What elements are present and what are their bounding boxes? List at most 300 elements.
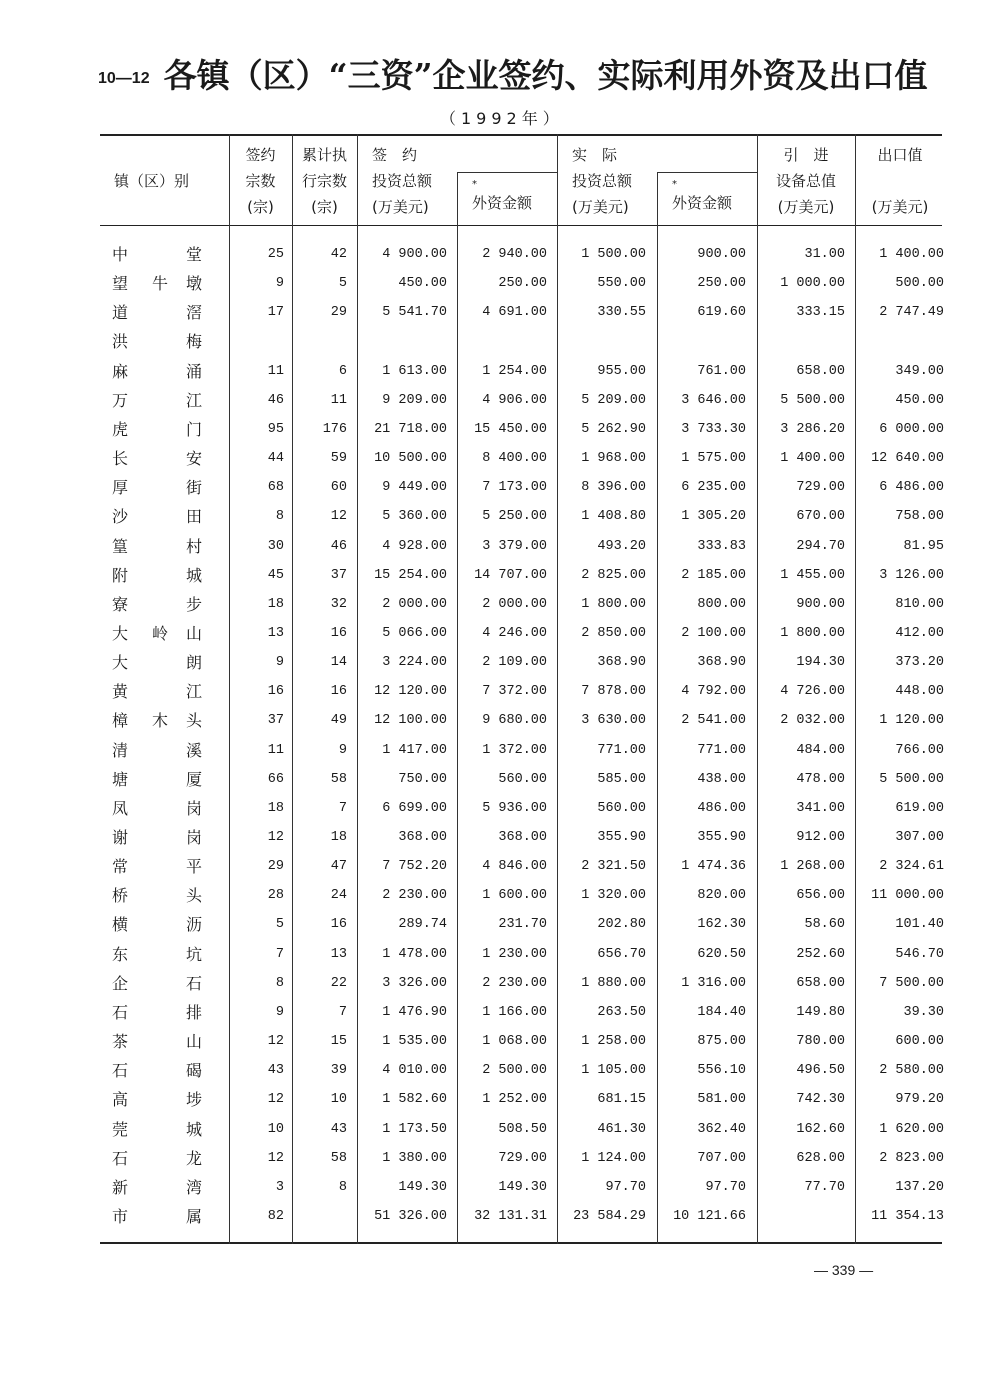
header-line: 外资金额 [672,194,733,212]
table-cell: 66 [267,772,284,787]
table-cell: 2 032.00 [780,713,845,728]
table-cell: 1 268.00 [780,859,845,874]
table-cell: 900.00 [697,247,746,262]
table-cell: 202.80 [597,917,646,932]
table-cell: 1 372.00 [482,743,547,758]
table-cell: 3 379.00 [482,539,547,554]
table-cell: 4 900.00 [382,247,447,262]
table-cell: 6 235.00 [681,480,746,495]
table-cell: 12 [267,830,284,845]
table-cell: 658.00 [796,976,845,991]
district-name-char: 附 [112,566,129,585]
table-cell: 3 126.00 [879,568,944,583]
table-cell: 2 747.49 [879,305,944,320]
table-cell: 681.15 [597,1092,646,1107]
table-cell: 11 [267,743,284,758]
table-cell: 82 [267,1209,284,1224]
district-name-char: 企 [112,974,129,993]
table-cell: 59 [330,451,347,466]
table-cell: 149.30 [398,1180,447,1195]
table-cell: 461.30 [597,1122,646,1137]
district-name-char: 高 [112,1090,129,1109]
table-cell [337,331,447,353]
header-district: 镇（区）别 [114,172,190,190]
table-cell: 5 [275,917,284,932]
table-cell: 1 408.80 [581,509,646,524]
district-name-char: 望 [112,274,129,293]
table-cell: 16 [330,917,347,932]
table-cell: 60 [330,480,347,495]
district-name-char: 江 [186,391,203,410]
district-name-char: 龙 [186,1149,203,1168]
table-cell: 1 800.00 [780,626,845,641]
table-cell: 2 230.00 [382,888,447,903]
table-cell: 3 646.00 [681,393,746,408]
table-cell: 46 [330,539,347,554]
table-cell: 771.00 [697,743,746,758]
table-cell: 5 360.00 [382,509,447,524]
district-name-char: 牛 [152,274,169,293]
table-cell: 550.00 [597,276,646,291]
district-name-char: 石 [186,974,203,993]
district-name-char: 寮 [112,595,129,614]
table-cell: 2 109.00 [482,655,547,670]
district-name-char: 岗 [186,799,203,818]
table-cell: 12 [267,1092,284,1107]
header-line: (万美元) [777,198,835,216]
table-cell: 333.15 [796,305,845,320]
table-cell: 1 968.00 [581,451,646,466]
district-name-char: 横 [112,915,129,934]
table-cell: 15 [330,1034,347,1049]
district-name-char: 石 [112,1061,129,1080]
table-cell: 1 600.00 [482,888,547,903]
table-cell: 250.00 [697,276,746,291]
table-cell: 333.83 [697,539,746,554]
table-cell: 4 846.00 [482,859,547,874]
table-cell: 1 068.00 [482,1034,547,1049]
table-cell: 585.00 [597,772,646,787]
district-name-char: 万 [112,391,129,410]
table-cell: 7 [338,1005,347,1020]
table-cell [834,331,944,353]
page-number: — 339 — [814,1262,874,1278]
table-cell: 28 [267,888,284,903]
district-name-char: 平 [186,857,203,876]
table-cell: 39.30 [903,1005,944,1020]
table-cell: 362.40 [697,1122,746,1137]
district-name-char: 石 [112,1003,129,1022]
table-cell [735,1206,845,1228]
table-cell: 51 326.00 [374,1209,447,1224]
table-cell: 5 066.00 [382,626,447,641]
table-cell: 32 131.31 [474,1209,547,1224]
table-cell: 4 691.00 [482,305,547,320]
table-cell: 2 825.00 [581,568,646,583]
header-line: 外资金额 [472,194,533,212]
district-name-char: 岗 [186,828,203,847]
table-cell: 1 320.00 [581,888,646,903]
district-name-char: 排 [186,1003,203,1022]
header-line: (宗) [311,198,338,216]
table-cell: 1 800.00 [581,597,646,612]
table-cell: 800.00 [697,597,746,612]
top-rule [100,134,942,136]
table-cell: 37 [267,713,284,728]
table-cell: 11 354.13 [871,1209,944,1224]
table-cell: 68 [267,480,284,495]
table-cell: 39 [330,1063,347,1078]
table-cell: 9 [275,655,284,670]
district-name-char: 溪 [186,741,203,760]
table-cell: 729.00 [498,1151,547,1166]
district-name-char: 谢 [112,828,129,847]
table-cell: 349.00 [895,364,944,379]
table-cell: 101.40 [895,917,944,932]
header-line: 投资总额 [372,172,433,190]
table-cell: 12 [267,1151,284,1166]
table-cell: 58 [330,772,347,787]
table-cell: 2 000.00 [482,597,547,612]
district-name-char: 桥 [112,886,129,905]
table-cell: 12 [267,1034,284,1049]
table-cell: 780.00 [796,1034,845,1049]
table-cell: 1 476.90 [382,1005,447,1020]
table-cell: 658.00 [796,364,845,379]
table-cell: 43 [330,1122,347,1137]
table-cell: 1 500.00 [581,247,646,262]
header-line: 设备总值 [775,172,836,190]
header-line: (万美元) [572,198,629,216]
table-cell: 1 613.00 [382,364,447,379]
table-cell: 900.00 [796,597,845,612]
table-cell: 9 209.00 [382,393,447,408]
table-cell: 771.00 [597,743,646,758]
table-cell: 750.00 [398,772,447,787]
table-cell: 729.00 [796,480,845,495]
star-mark: * [672,179,677,190]
table-cell: 1 417.00 [382,743,447,758]
table-cell: 5 [338,276,347,291]
table-cell: 14 [330,655,347,670]
table-cell: 12 120.00 [374,684,447,699]
table-cell: 758.00 [895,509,944,524]
star-mark: * [472,179,477,190]
table-cell: 4 906.00 [482,393,547,408]
table-cell: 95 [267,422,284,437]
table-cell: 307.00 [895,830,944,845]
district-name-char: 中 [112,245,129,264]
table-cell: 6 000.00 [879,422,944,437]
table-cell: 656.70 [597,947,646,962]
header-actual-foreign [672,180,732,216]
table-cell: 4 928.00 [382,539,447,554]
header-spacer [855,168,945,194]
header-line: (万美元) [871,198,929,216]
header-line: 引 进 [783,146,829,164]
table-cell: 486.00 [697,801,746,816]
table-cell: 30 [267,539,284,554]
table-cell: 1 880.00 [581,976,646,991]
district-name-char: 篁 [112,537,129,556]
header-line: 出口值 [877,146,923,164]
district-name-char: 滘 [186,303,203,322]
table-cell: 294.70 [796,539,845,554]
table-cell [735,331,845,353]
table-cell: 628.00 [796,1151,845,1166]
table-cell: 1 230.00 [482,947,547,962]
table-cell: 18 [267,597,284,612]
table-cell: 77.70 [804,1180,845,1195]
table-cell: 1 620.00 [879,1122,944,1137]
table-cell: 707.00 [697,1151,746,1166]
table-cell: 10 500.00 [374,451,447,466]
district-name-char: 莞 [112,1120,129,1139]
table-cell: 162.30 [697,917,746,932]
table-cell: 368.90 [697,655,746,670]
header-signed-foreign [472,180,532,216]
table-cell: 252.60 [796,947,845,962]
district-name-char: 大 [112,624,129,643]
table-cell: 450.00 [895,393,944,408]
district-name-char: 步 [186,595,203,614]
table-cell: 97.70 [605,1180,646,1195]
table-cell: 448.00 [895,684,944,699]
district-name-char: 碣 [186,1061,203,1080]
table-cell: 12 100.00 [374,713,447,728]
table-cell: 29 [330,305,347,320]
table-cell: 412.00 [895,626,944,641]
district-name-char: 属 [186,1207,203,1226]
table-cell: 250.00 [498,276,547,291]
table-cell: 560.00 [498,772,547,787]
table-cell: 42 [330,247,347,262]
table-cell: 1 305.20 [681,509,746,524]
table-cell: 2 940.00 [482,247,547,262]
table-cell: 810.00 [895,597,944,612]
table-cell: 97.70 [705,1180,746,1195]
table-cell: 1 000.00 [780,276,845,291]
table-cell [636,331,746,353]
table-cell: 194.30 [796,655,845,670]
table-cell: 3 286.20 [780,422,845,437]
table-cell: 373.20 [895,655,944,670]
district-name-char: 新 [112,1178,129,1197]
table-cell: 546.70 [895,947,944,962]
table-cell [536,331,646,353]
table-cell: 7 500.00 [879,976,944,991]
district-name-char: 坑 [186,945,203,964]
table-cell: 8 400.00 [482,451,547,466]
district-name-char: 门 [186,420,203,439]
table-cell: 496.50 [796,1063,845,1078]
table-cell: 1 166.00 [482,1005,547,1020]
table-cell: 1 400.00 [879,247,944,262]
header-actual-group: 实 际 [572,146,618,164]
district-name-char: 村 [186,537,203,556]
header-actual-total [572,168,632,220]
table-cell: 32 [330,597,347,612]
district-name-char: 石 [112,1149,129,1168]
table-cell: 137.20 [895,1180,944,1195]
table-cell: 368.90 [597,655,646,670]
district-name-char: 茶 [112,1032,129,1051]
table-cell: 5 500.00 [780,393,845,408]
district-name-char: 城 [186,1120,203,1139]
table-cell: 21 718.00 [374,422,447,437]
table-cell: 979.20 [895,1092,944,1107]
district-name-char: 埗 [186,1090,203,1109]
district-name-char: 大 [112,653,129,672]
table-cell: 1 252.00 [482,1092,547,1107]
district-name-char: 山 [186,1032,203,1051]
table-cell: 355.90 [697,830,746,845]
table-cell: 2 321.50 [581,859,646,874]
district-name-char: 虎 [112,420,129,439]
table-cell: 11 000.00 [871,888,944,903]
district-name-char: 清 [112,741,129,760]
table-cell: 3 [275,1180,284,1195]
table-cell: 4 246.00 [482,626,547,641]
header-line: (万美元) [372,198,429,216]
table-cell: 1 316.00 [681,976,746,991]
table-cell: 16 [330,626,347,641]
table-cell: 8 396.00 [581,480,646,495]
district-name-char: 岭 [152,624,169,643]
district-name-char: 塘 [112,770,129,789]
table-cell: 5 250.00 [482,509,547,524]
table-cell: 875.00 [697,1034,746,1049]
table-cell [237,331,347,353]
table-cell: 14 707.00 [474,568,547,583]
table-cell: 7 372.00 [482,684,547,699]
table-number: 10—12 [98,70,150,87]
district-name-char: 城 [186,566,203,585]
table-cell: 619.60 [697,305,746,320]
table-cell: 5 936.00 [482,801,547,816]
table-cell: 742.30 [796,1092,845,1107]
table-cell: 7 [338,801,347,816]
header-signed-count [229,142,292,220]
district-name-char: 堂 [186,245,203,264]
table-cell: 231.70 [498,917,547,932]
table-cell: 15 450.00 [474,422,547,437]
table-title: 各镇（区）“三资”企业签约、实际利用外资及出口值 [163,56,928,95]
district-name-char: 安 [186,449,203,468]
district-name-char: 头 [186,886,203,905]
table-cell: 10 [267,1122,284,1137]
table-cell: 149.30 [498,1180,547,1195]
page-title [98,50,958,102]
table-cell: 2 324.61 [879,859,944,874]
table-cell: 912.00 [796,830,845,845]
table-cell: 478.00 [796,772,845,787]
table-cell: 2 850.00 [581,626,646,641]
header-rule [100,225,942,226]
table-cell: 6 699.00 [382,801,447,816]
district-name-char: 道 [112,303,129,322]
district-name-char: 洪 [112,332,129,351]
table-cell: 149.80 [796,1005,845,1020]
table-cell: 24 [330,888,347,903]
table-cell: 766.00 [895,743,944,758]
table-cell: 7 752.20 [382,859,447,874]
header-export [855,142,945,220]
table-cell: 49 [330,713,347,728]
table-cell: 368.00 [498,830,547,845]
table-cell: 7 173.00 [482,480,547,495]
header-signed-group: 签 约 [372,146,418,164]
district-name-char: 街 [186,478,203,497]
table-cell: 341.00 [796,801,845,816]
table-cell: 450.00 [398,276,447,291]
table-cell: 46 [267,393,284,408]
district-name-char: 厦 [186,770,203,789]
table-cell: 81.95 [903,539,944,554]
table-cell: 1 582.60 [382,1092,447,1107]
table-cell: 4 726.00 [780,684,845,699]
table-cell: 289.74 [398,917,447,932]
table-cell: 263.50 [597,1005,646,1020]
district-name-char: 木 [152,711,169,730]
bottom-rule [100,1242,942,1244]
table-cell: 13 [267,626,284,641]
table-cell [437,331,547,353]
district-name-char: 黄 [112,682,129,701]
table-cell: 8 [275,976,284,991]
table-cell: 508.50 [498,1122,547,1137]
header-line: 宗数 [245,172,276,190]
table-cell: 5 209.00 [581,393,646,408]
table-cell: 1 474.36 [681,859,746,874]
table-cell: 955.00 [597,364,646,379]
table-cell: 330.55 [597,305,646,320]
district-name-char: 梅 [186,332,203,351]
table-cell: 7 [275,947,284,962]
table-cell: 45 [267,568,284,583]
table-cell [237,1206,347,1228]
table-cell: 6 486.00 [879,480,944,495]
table-cell: 2 500.00 [482,1063,547,1078]
table-cell: 3 326.00 [382,976,447,991]
table-cell: 1 124.00 [581,1151,646,1166]
table-cell: 9 [275,276,284,291]
table-cell: 29 [267,859,284,874]
table-cell: 500.00 [895,276,944,291]
table-cell: 162.60 [796,1122,845,1137]
table-cell: 1 105.00 [581,1063,646,1078]
table-cell: 9 [275,1005,284,1020]
district-name-char: 湾 [186,1178,203,1197]
table-cell: 37 [330,568,347,583]
table-cell: 18 [330,830,347,845]
table-cell: 25 [267,247,284,262]
table-cell: 620.50 [697,947,746,962]
table-cell: 10 [330,1092,347,1107]
district-name-char: 沙 [112,507,129,526]
table-cell: 11 [267,364,284,379]
table-cell: 9 449.00 [382,480,447,495]
table-cell: 12 [330,509,347,524]
table-cell: 1 120.00 [879,713,944,728]
table-cell: 581.00 [697,1092,746,1107]
table-cell: 619.00 [895,801,944,816]
table-cell: 3 733.30 [681,422,746,437]
table-cell: 58.60 [804,917,845,932]
table-cell: 5 541.70 [382,305,447,320]
table-cell: 16 [330,684,347,699]
table-cell: 43 [267,1063,284,1078]
